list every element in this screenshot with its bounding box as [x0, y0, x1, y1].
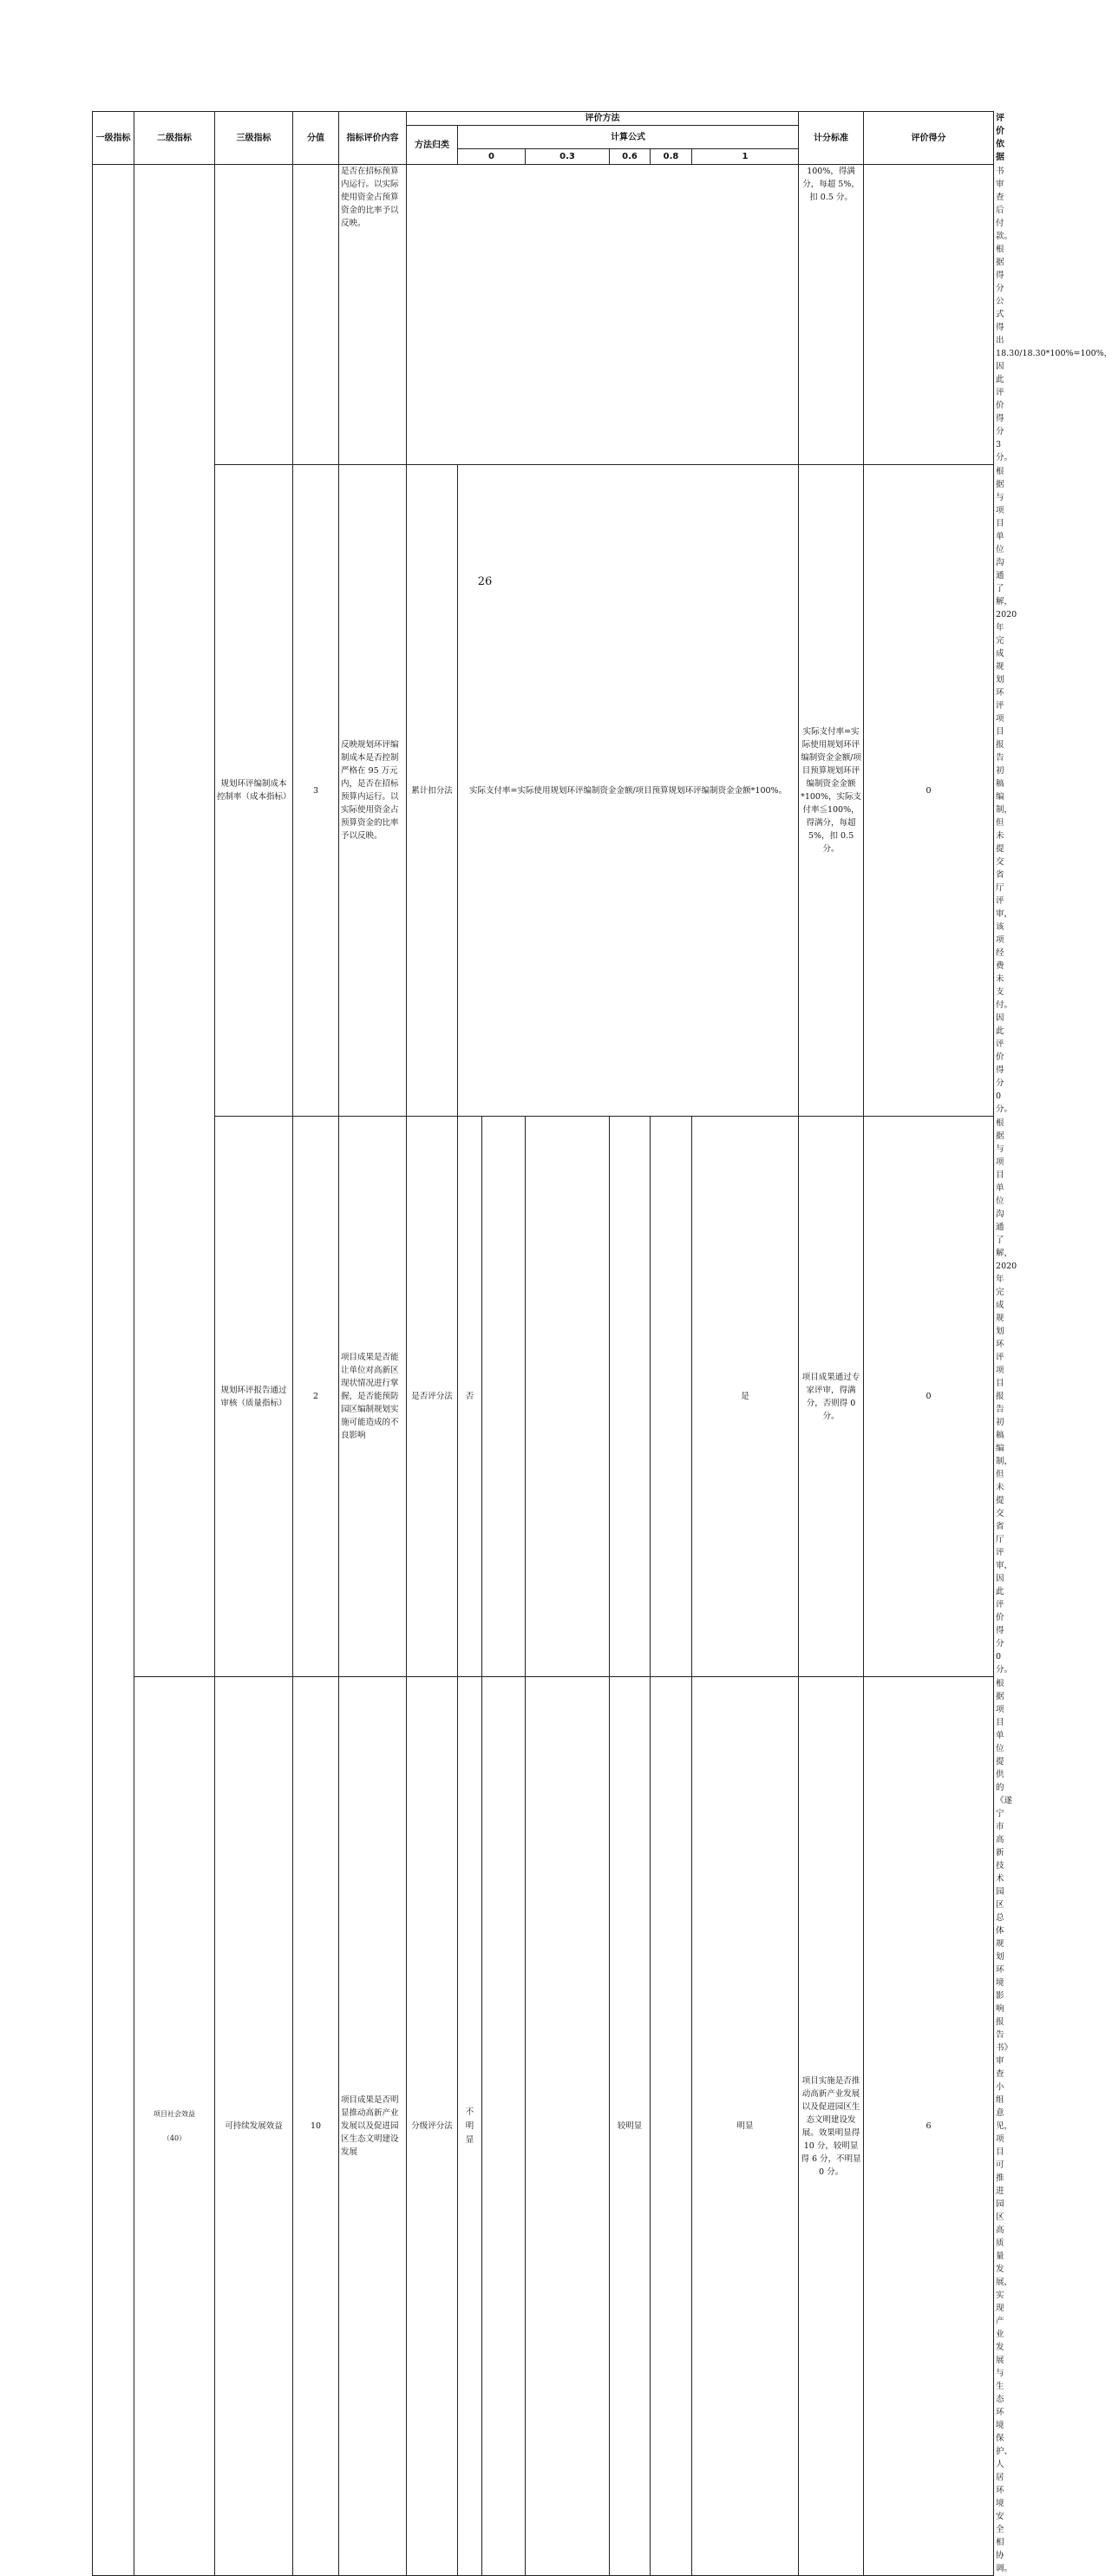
f1-cell: 是 — [692, 1117, 799, 1677]
standard-cell: 100%，得满分，每超 5%，扣 0.5 分。 — [799, 165, 864, 465]
header-content: 指标评价内容 — [339, 112, 407, 165]
level1-cell — [93, 165, 134, 2576]
header-f1: 1 — [692, 149, 799, 165]
evaluation-table — [92, 111, 1112, 2576]
method-type-cell: 分级评分法 — [407, 1677, 458, 2576]
f0b-cell — [482, 1677, 526, 2576]
table-row: 是否在招标预算内运行。以实际使用资金占预算资金的比率予以反映。 100%，得满分，每超 5%，扣 0.5 分。 书审查后付款。根据得分公式得出 18.30/18.30*100%=100%，因此评价得分 3 分。 — [93, 165, 994, 465]
f08-cell — [651, 1677, 692, 2576]
header-f03: 0.3 — [526, 149, 610, 165]
formula-cell: 实际支付率=实际使用规划环评编制资金金额/项目预算规划环评编制资金金额*100%。 — [458, 465, 799, 1117]
content-cell: 项目成果是否能让单位对高新区现状情况进行掌握，是否能预防园区编制规划实施可能造成的不良影响 — [339, 1117, 407, 1677]
score-cell: 3 — [293, 465, 339, 1117]
f03-cell — [526, 1117, 610, 1677]
content-cell: 项目成果是否明显推动高新产业发展以及促进园区生态文明建设发展 — [339, 1677, 407, 2576]
header-eval-score: 评价得分 — [864, 112, 994, 165]
f0b-cell — [482, 1117, 526, 1677]
f0-cell: 否 — [458, 1117, 482, 1677]
header-method-type: 方法归类 — [407, 126, 458, 165]
level3-cell: 规划环评编制成本控制率（成本指标） — [215, 465, 293, 1117]
standard-cell: 项目实施是否推动高新产业发展以及促进园区生态文明建设发展。效果明显得 10 分，较明显得 6 分，不明显 0 分。 — [799, 1677, 864, 2576]
header-level2: 二级指标 — [134, 112, 215, 165]
level2-label: 项目社会效益 — [154, 2109, 195, 2118]
header-method: 评价方法 — [407, 112, 799, 126]
method-type-cell: 累计扣分法 — [407, 465, 458, 1117]
header-f06: 0.6 — [610, 149, 651, 165]
header-row-1: 一级指标 二级指标 三级指标 分值 指标评价内容 评价方法 计分标准 评价得分 评价依据 — [93, 112, 994, 126]
header-level1: 一级指标 — [93, 112, 134, 165]
method-cell — [407, 165, 799, 465]
level3-cell: 可持续发展效益 — [215, 1677, 293, 2576]
f08-cell — [651, 1117, 692, 1677]
header-level3: 三级指标 — [215, 112, 293, 165]
f1-cell: 明显 — [692, 1677, 799, 2576]
standard-cell: 实际支付率=实际使用规划环评编制资金金额/项目预算规划环评编制资金金额*100%，实际支付率≦100%，得满分，每超 5%，扣 0.5 分。 — [799, 465, 864, 1117]
content-cell: 反映规划环评编制成本是否控制严格在 95 万元内，是否在招标预算内运行。以实际使用资金占预算资金的比率予以反映。 — [339, 465, 407, 1117]
f06-cell — [610, 1117, 651, 1677]
eval-score-cell: 0 — [864, 465, 994, 1117]
content-cell: 是否在招标预算内运行。以实际使用资金占预算资金的比率予以反映。 — [339, 165, 407, 465]
standard-cell: 项目成果通过专家评审，得满分，否则得 0 分。 — [799, 1117, 864, 1677]
score-cell: 10 — [293, 1677, 339, 2576]
f0-value: 不明显 — [465, 2107, 474, 2145]
header-f08: 0.8 — [651, 149, 692, 165]
level3-cell — [215, 165, 293, 465]
header-standard: 计分标准 — [799, 112, 864, 165]
level2-score: （40） — [162, 2134, 186, 2142]
header-score: 分值 — [293, 112, 339, 165]
eval-score-cell — [864, 165, 994, 465]
level2-cell — [134, 1677, 215, 2576]
header-f0: 0 — [458, 149, 526, 165]
table-row: 规划环评报告通过审核（质量指标） 2 项目成果是否能让单位对高新区现状情况进行掌握，是否能预防园区编制规划实施可能造成的不良影响 是否评分法 否 是 项目成果通过专家评审，得满分，否则得 0 分。 0 根据与项目单位沟通了解，2020 年完成规划环评项目报告初稿编制，但未提交省厅评审，因此评价得分 0 分。 — [93, 1117, 994, 1677]
eval-score-cell: 6 — [864, 1677, 994, 2576]
eval-score-cell: 0 — [864, 1117, 994, 1677]
f0-cell — [458, 1677, 482, 2576]
level2-cell — [134, 165, 215, 1677]
table-row: 规划环评编制成本控制率（成本指标） 3 反映规划环评编制成本是否控制严格在 95 万元内，是否在招标预算内运行。以实际使用资金占预算资金的比率予以反映。 累计扣分法 实际支付率=实际使用规划环评编制资金金额/项目预算规划环评编制资金金额*100%。 实际支付率=实际使用规划环评编制资金金额/项目预算规划环评编制资金金额*100%，实际支付率≦100%，得满分，每超 5%，扣 0.5 分。 0 根据与项目单位沟通了解，2020 年完成规划环评项目报告初稿编制，但未提交省厅评审，该项经费未支付。因此评价得分 0 分。 — [93, 465, 994, 1117]
score-cell: 2 — [293, 1117, 339, 1677]
score-cell — [293, 165, 339, 465]
table-row: 项目社会效益 （40） 可持续发展效益 10 项目成果是否明显推动高新产业发展以及促进园区生态文明建设发展 分级评分法 不明显 较明显 明显 项目实施是否推动高新产业发展以及促进园区生态文明建设发展。效果明显得 10 分，较明显得 6 分，不明显 0 分。 6 根据项目单位提供的《遂宁市高新技术园区总体规划环境影响报告书》审查小组意见，项目可推进园区高质量发展，实现产业发展与生态 环境保护、人居环境安全相协调。 — [93, 1677, 994, 2576]
page-number: 26 — [477, 575, 493, 588]
method-type-cell: 是否评分法 — [407, 1117, 458, 1677]
f03-cell — [526, 1677, 610, 2576]
f06-cell: 较明显 — [610, 1677, 651, 2576]
level3-cell: 规划环评报告通过审核（质量指标） — [215, 1117, 293, 1677]
header-formula: 计算公式 — [458, 126, 799, 149]
